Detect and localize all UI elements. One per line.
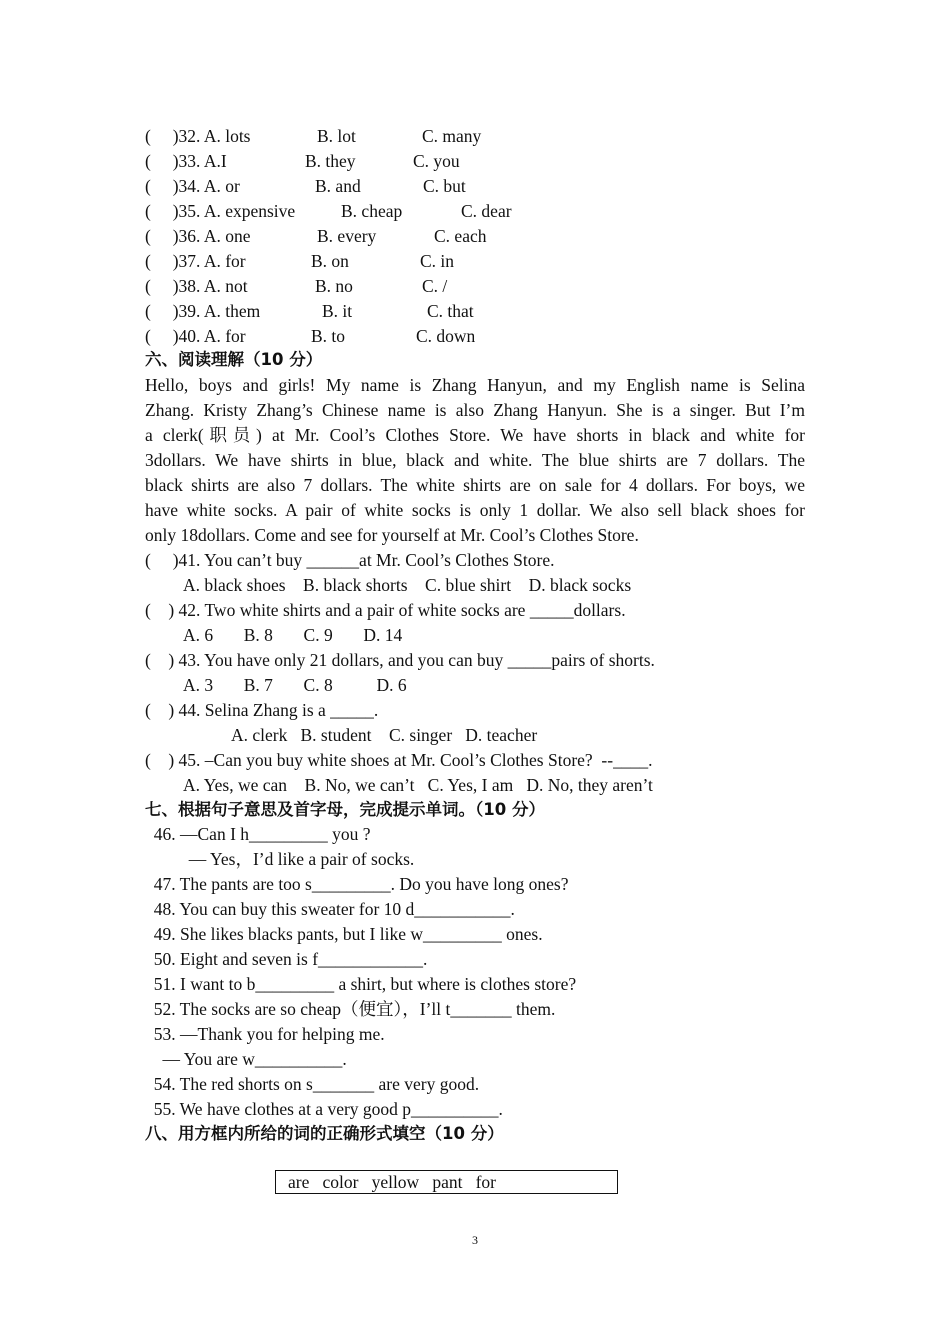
cloze-stem: ( )40. A. for: [145, 326, 246, 346]
cloze-item-40: [145, 324, 805, 349]
cloze-option-b: B. it: [322, 301, 353, 321]
cloze-item-39: [145, 299, 805, 324]
cloze-option-c: C. each: [434, 226, 487, 246]
fill-line-46: 46. —Can I h_________ you ?: [145, 824, 371, 844]
cloze-option-c: C. dear: [461, 201, 512, 221]
question-44-options: A. clerk B. student C. singer D. teacher: [231, 725, 538, 745]
fill-line-53-reply: — You are w__________.: [145, 1049, 347, 1069]
question-42-options: A. 6 B. 8 C. 9 D. 14: [183, 625, 403, 645]
passage-line: only 18dollars. Come and see for yourself at Mr. Cool’s Clothes Store.: [145, 525, 639, 545]
fill-line-48: 48. You can buy this sweater for 10 d___________.: [145, 899, 515, 919]
passage-line: Zhang. Kristy Zhang’s Chinese name is also Zhang Hanyun. She is a singer. But I’m: [145, 400, 805, 420]
cloze-stem: ( )33. A.I: [145, 151, 227, 171]
cloze-item-35: [145, 199, 805, 224]
fill-line-54: 54. The red shorts on s_______ are very good.: [145, 1074, 480, 1094]
cloze-option-c: C. that: [427, 301, 474, 321]
cloze-option-b: B. and: [315, 176, 361, 196]
fill-line-52: 52. The socks are so cheap（便宜），I’ll t_______ them.: [145, 999, 556, 1019]
cloze-stem: ( )37. A. for: [145, 251, 246, 271]
word-box-words: are color yellow pant for: [288, 1172, 496, 1192]
question-43: ( ) 43. You have only 21 dollars, and you can buy _____pairs of shorts.: [145, 650, 655, 670]
fill-line-51: 51. I want to b_________ a shirt, but where is clothes store?: [145, 974, 577, 994]
cloze-option-b: B. lot: [317, 126, 356, 146]
cloze-item-36: [145, 224, 805, 249]
cloze-option-b: B. to: [311, 326, 346, 346]
cloze-option-c: C. in: [420, 251, 455, 271]
fill-line-53: 53. —Thank you for helping me.: [145, 1024, 385, 1044]
cloze-option-c: C. down: [416, 326, 476, 346]
cloze-stem: ( )34. A. or: [145, 176, 240, 196]
cloze-item-38: [145, 274, 805, 299]
fill-line-50: 50. Eight and seven is f____________.: [145, 949, 428, 969]
fill-line-47: 47. The pants are too s_________. Do you have long ones?: [145, 874, 569, 894]
cloze-item-32: [145, 124, 805, 149]
cloze-option-c: C. you: [413, 151, 460, 171]
cloze-option-b: B. they: [305, 151, 356, 171]
cloze-option-c: C. /: [422, 276, 448, 296]
passage-line: a clerk(职员) at Mr. Cool’s Clothes Store. We have shorts in black and white for: [145, 425, 805, 445]
question-44: ( ) 44. Selina Zhang is a _____.: [145, 700, 379, 720]
cloze-option-b: B. no: [315, 276, 353, 296]
fill-line-55: 55. We have clothes at a very good p__________.: [145, 1099, 503, 1119]
cloze-item-33: [145, 149, 805, 174]
cloze-option-c: C. many: [422, 126, 482, 146]
question-41: ( )41. You can’t buy ______at Mr. Cool’s Clothes Store.: [145, 550, 555, 570]
question-45: ( ) 45. –Can you buy white shoes at Mr. Cool’s Clothes Store? --____.: [145, 750, 653, 770]
cloze-stem: ( )32. A. lots: [145, 126, 251, 146]
page-number: 3: [472, 1233, 478, 1247]
cloze-option-b: B. on: [311, 251, 349, 271]
question-41-options: A. black shoes B. black shorts C. blue shirt D. black socks: [183, 575, 632, 595]
cloze-stem: ( )36. A. one: [145, 226, 251, 246]
cloze-stem: ( )38. A. not: [145, 276, 248, 296]
cloze-option-b: B. cheap: [341, 201, 403, 221]
cloze-option-c: C. but: [423, 176, 466, 196]
section-6-heading: 六、阅读理解（10 分）: [145, 350, 323, 369]
passage-line: black shirts are also 7 dollars. The white shirts are on sale for 4 dollars. For boys, we: [145, 475, 805, 495]
question-43-options: A. 3 B. 7 C. 8 D. 6: [183, 675, 407, 695]
cloze-item-34: [145, 174, 805, 199]
passage-line: 3dollars. We have shirts in blue, black and white. The blue shirts are 7 dollars. The: [145, 450, 805, 470]
fill-line-49: 49. She likes blacks pants, but I like w_________ ones.: [145, 924, 543, 944]
fill-line-46-reply: — Yes，I’d like a pair of socks.: [145, 849, 415, 869]
passage-line: have white socks. A pair of white socks is only 1 dollar. We also sell black shoes for: [145, 500, 805, 520]
cloze-item-37: [145, 249, 805, 274]
cloze-stem: ( )35. A. expensive: [145, 201, 296, 221]
section-7-heading: 七、根据句子意思及首字母，完成提示单词。（10 分）: [145, 800, 545, 819]
passage-line: Hello, boys and girls! My name is Zhang Hanyun, and my English name is Selina: [145, 375, 805, 395]
word-box: [275, 1170, 618, 1194]
question-45-options: A. Yes, we can B. No, we can’t C. Yes, I am D. No, they aren’t: [183, 775, 653, 795]
reading-passage: [145, 373, 805, 548]
section-8-heading: 八、用方框内所给的词的正确形式填空（10 分）: [145, 1124, 504, 1143]
question-42: ( ) 42. Two white shirts and a pair of white socks are _____dollars.: [145, 600, 626, 620]
cloze-stem: ( )39. A. them: [145, 301, 261, 321]
cloze-option-b: B. every: [317, 226, 377, 246]
